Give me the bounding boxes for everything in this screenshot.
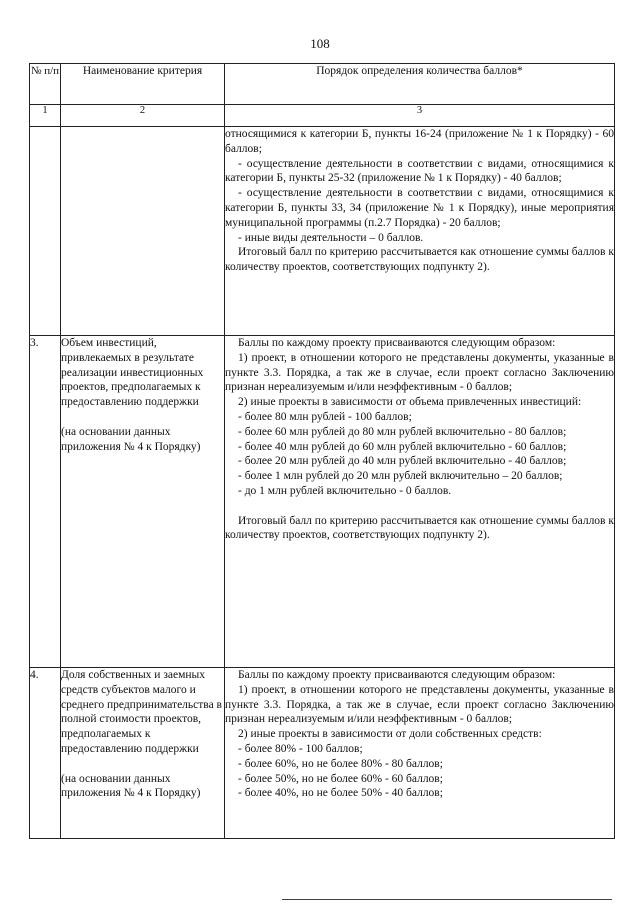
row-num: 3. <box>30 336 61 668</box>
paragraph: Итоговый балл по критерию рассчитывается как отношение суммы баллов к количеству проектов, соответствующих подпункту 2). <box>225 514 614 542</box>
paragraph: - более 1 млн рублей до 20 млн рублей включительно – 20 баллов; <box>238 470 563 483</box>
table-row <box>30 127 615 336</box>
paragraph: - более 60%, но не более 80% - 80 баллов; <box>238 757 443 770</box>
page-number: 108 <box>310 36 330 51</box>
row-procedure <box>225 336 615 668</box>
header-procedure: Порядок определения количества баллов* <box>225 64 615 105</box>
paragraph: - более 40%, но не более 50% - 40 баллов; <box>238 787 443 800</box>
paragraph: 1) проект, в отношении которого не представлены документы, указанные в пункте 3.3. Порядка, а так же в случае, если проект согласно Заключению признан нереализуемым и/или неэффективным - 0 баллов; <box>225 683 614 726</box>
paragraph: Итоговый балл по критерию рассчитывается как отношение суммы баллов к количеству проектов, соответствующих подпункту 2). <box>225 246 614 274</box>
criterion-text: Доля собственных и заемных средств субъектов малого и среднего предпринимательства в полной стоимости проектов, предполагаемых к предоставлению поддержки <box>61 669 222 755</box>
paragraph: 1) проект, в отношении которого не представлены документы, указанные в пункте 3.3. Порядка, а так же в случае, если проект согласно Заключению признан нереализуемым и/или неэффективным - 0 баллов; <box>225 351 614 394</box>
table-row <box>30 336 615 668</box>
paragraph: - до 1 млн рублей включительно - 0 баллов. <box>238 484 452 497</box>
paragraph: - более 60 млн рублей до 80 млн рублей включительно - 80 баллов; <box>238 425 567 438</box>
paragraph: - более 20 млн рублей до 40 млн рублей включительно - 40 баллов; <box>238 455 567 468</box>
paragraph: - более 40 млн рублей до 60 млн рублей включительно - 60 баллов; <box>238 440 567 453</box>
paragraph: 2) иные проекты в зависимости от доли собственных средств: <box>238 728 542 741</box>
criteria-table <box>29 63 615 839</box>
header-num: № п/п <box>30 64 61 105</box>
criterion-text: Объем инвестиций, привлекаемых в результате реализации инвестиционных проектов, предполагаемых к предоставлению поддержки <box>61 337 204 409</box>
row-procedure <box>225 668 615 839</box>
paragraph: - иные виды деятельности – 0 баллов. <box>238 231 424 244</box>
footer-line <box>282 899 612 900</box>
paragraph: - более 50%, но не более 60% - 60 баллов; <box>238 772 443 785</box>
paragraph: Баллы по каждому проекту присваиваются следующим образом: <box>238 669 556 681</box>
paragraph: - осуществление деятельности в соответствии с видами, относящимися к категории Б, пункты 25-32 (приложение № 1 к Порядку) - 40 баллов; <box>225 157 614 185</box>
row-num: 4. <box>30 668 61 839</box>
paragraph: 2) иные проекты в зависимости от объема привлеченных инвестиций: <box>238 396 582 409</box>
table-row <box>30 668 615 839</box>
paragraph: - более 80% - 100 баллов; <box>238 742 363 755</box>
column-number: 2 <box>61 105 225 127</box>
row-procedure <box>225 127 615 336</box>
paragraph: Баллы по каждому проекту присваиваются следующим образом: <box>238 337 556 349</box>
header-criterion: Наименование критерия <box>61 64 225 105</box>
criterion-source: (на основании данных приложения № 4 к Порядку) <box>61 425 201 453</box>
column-number: 3 <box>225 105 615 127</box>
column-number-row <box>30 105 615 127</box>
criterion-source: (на основании данных приложения № 4 к Порядку) <box>61 772 201 800</box>
row-criterion <box>61 127 225 336</box>
row-criterion <box>61 336 225 668</box>
paragraph: - осуществление деятельности в соответствии с видами, относящимися к категории Б, пункты 33, 34 (приложение № 1 к Порядку), иные мероприятия муниципальной программы (п.2.7 Порядка) - 20 баллов; <box>225 187 614 229</box>
paragraph: - более 80 млн рублей - 100 баллов; <box>238 410 412 423</box>
paragraph: относящимися к категории Б, пункты 16-24 (приложение № 1 к Порядку) - 60 баллов; <box>225 128 614 155</box>
header-row <box>30 64 615 105</box>
row-num <box>30 127 61 336</box>
row-criterion <box>61 668 225 839</box>
column-number: 1 <box>30 105 61 127</box>
